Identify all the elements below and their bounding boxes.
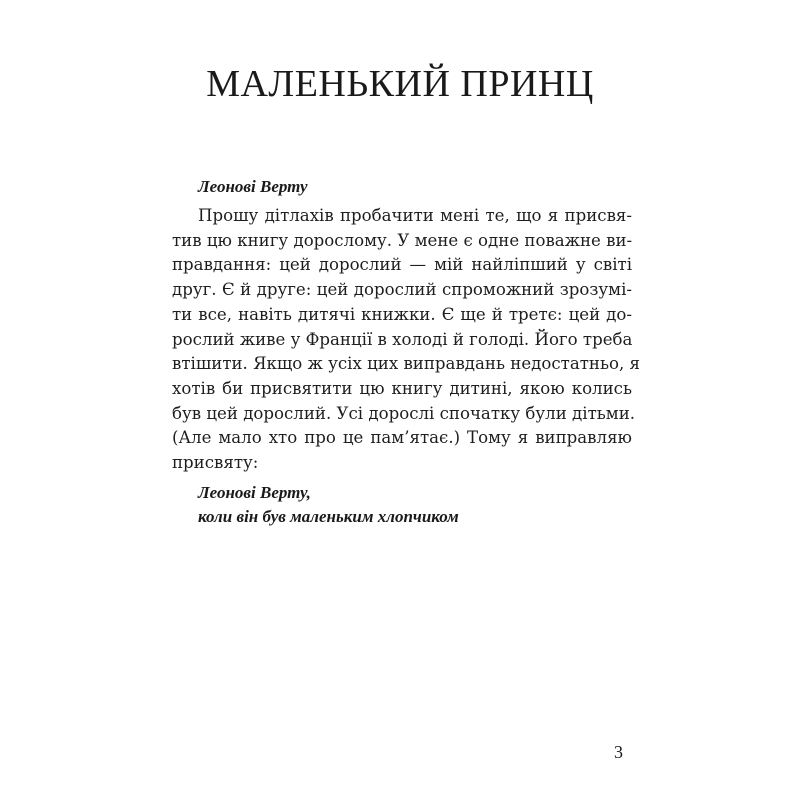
- paragraph-line: втішити. Якщо ж усіх цих виправдань недостатньо, я: [172, 354, 641, 374]
- paragraph-line: присвяту:: [172, 453, 259, 473]
- page-number: 3: [614, 742, 623, 762]
- dedication-bottom-line-2: коли він був маленьким хлопчиком: [198, 507, 459, 526]
- paragraph-line: ти все, навіть дитячі книжки. Є ще й третє: цей до-: [172, 304, 632, 324]
- page-title: МАЛЕНЬКИЙ ПРИНЦ: [206, 63, 594, 105]
- paragraph-line: правдання: цей дорослий — мій найліпший у світі: [172, 255, 632, 275]
- dedication-top: Леонові Верту: [198, 177, 308, 196]
- paragraph-line: хотів би присвятити цю книгу дитині, якою колись: [172, 378, 632, 398]
- dedication-paragraph: [172, 204, 641, 476]
- paragraph-line: рослий живе у Франції в холоді й голоді. Його треба: [172, 329, 633, 349]
- paragraph-line: Прошу дітлахів пробачити мені те, що я присвя-: [198, 206, 632, 225]
- paragraph-line: тив цю книгу дорослому. У мене є одне поважне ви-: [172, 230, 633, 250]
- paragraph-line: друг. Є й друге: цей дорослий спроможний зрозумі-: [172, 280, 632, 300]
- dedication-bottom: [198, 481, 459, 529]
- paragraph-line: був цей дорослий. Усі дорослі спочатку були дітьми.: [172, 403, 636, 423]
- dedication-bottom-line-1: Леонові Верту,: [198, 483, 311, 502]
- paragraph-line: (Але мало хто про це пам’ятає.) Тому я виправляю: [172, 428, 632, 448]
